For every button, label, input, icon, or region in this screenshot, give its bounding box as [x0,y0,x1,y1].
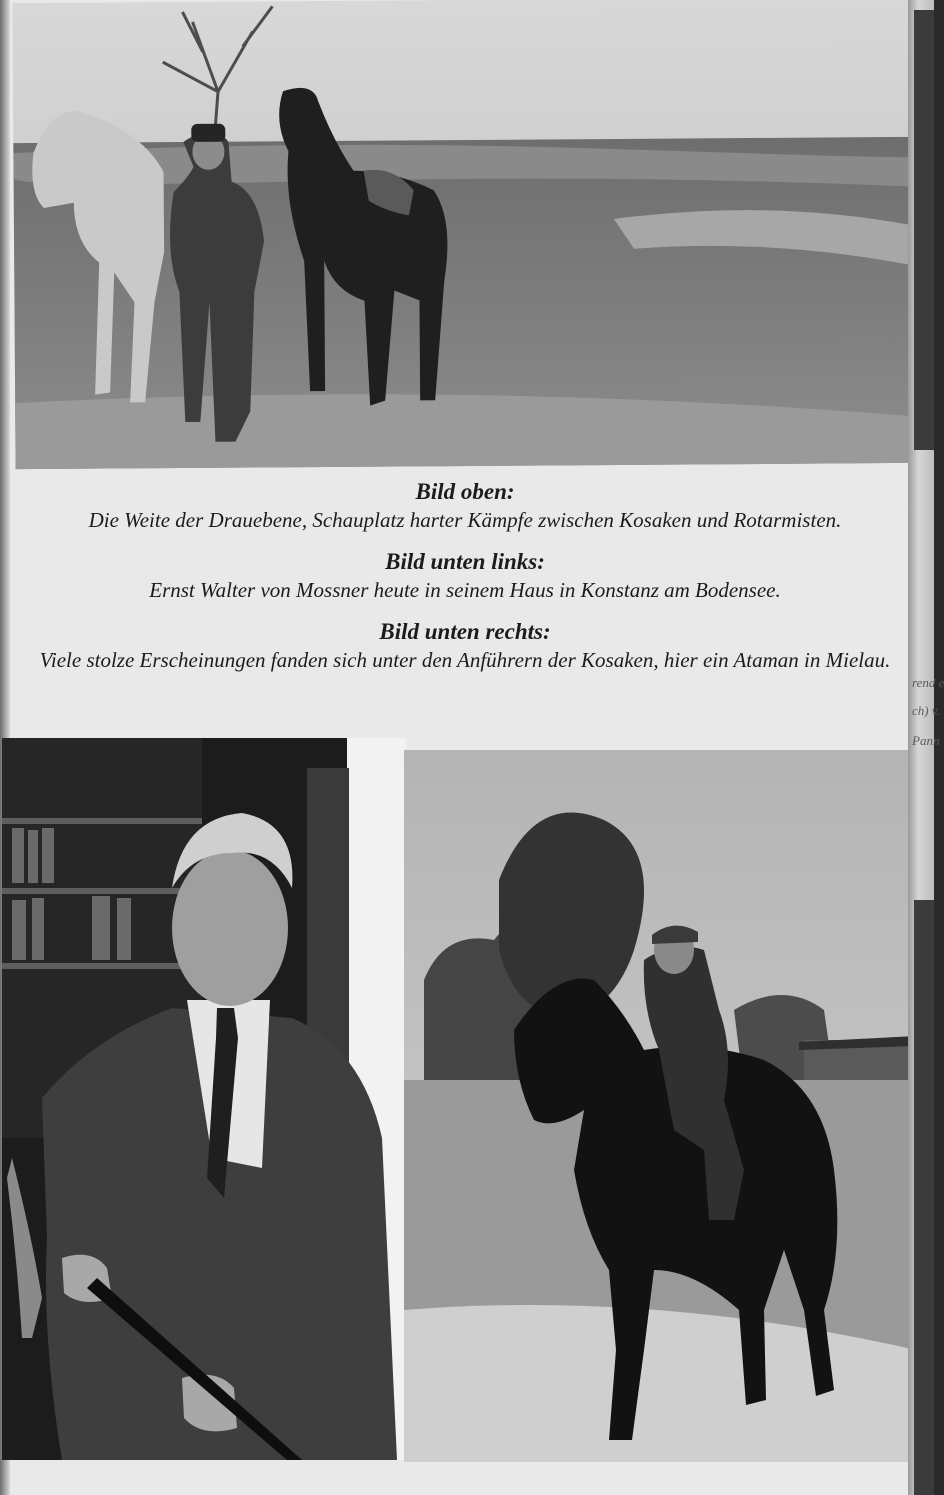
adjacent-text-fragment: ch) v. [912,703,940,718]
photo-bottom-left-image [2,738,406,1460]
adjacent-photo-strip [914,900,934,1495]
photo-top-image [12,0,921,469]
caption-top [20,478,910,534]
adjacent-page-edge [908,0,944,1495]
caption-bottom-left-heading: Bild unten links: [385,549,545,574]
photo-bottom-right-rider [404,750,916,1462]
adjacent-photo-strip [914,10,934,450]
caption-bottom-right-heading: Bild unten rechts: [379,619,551,644]
caption-bottom-right-text: Viele stolze Erscheinungen fanden sich unter den Anführern der Kosaken, hier ein Ataman in Mielau. [39,648,891,672]
photo-bottom-right-image [404,750,916,1462]
photo-top-soldier-with-horses [12,0,921,469]
caption-bottom-left-text: Ernst Walter von Mossner heute in seinem Haus in Konstanz am Bodensee. [149,578,781,602]
caption-bottom-right [20,618,910,674]
caption-bottom-left [20,548,910,604]
photo-bottom-left-portrait [2,738,406,1460]
adjacent-text-fragment: Pann [912,733,940,748]
caption-top-heading: Bild oben: [415,479,515,504]
caption-top-text: Die Weite der Drauebene, Schauplatz harter Kämpfe zwischen Kosaken und Rotarmisten. [88,508,842,532]
adjacent-text-fragment: rend e [912,675,944,690]
caption-area [20,478,910,674]
